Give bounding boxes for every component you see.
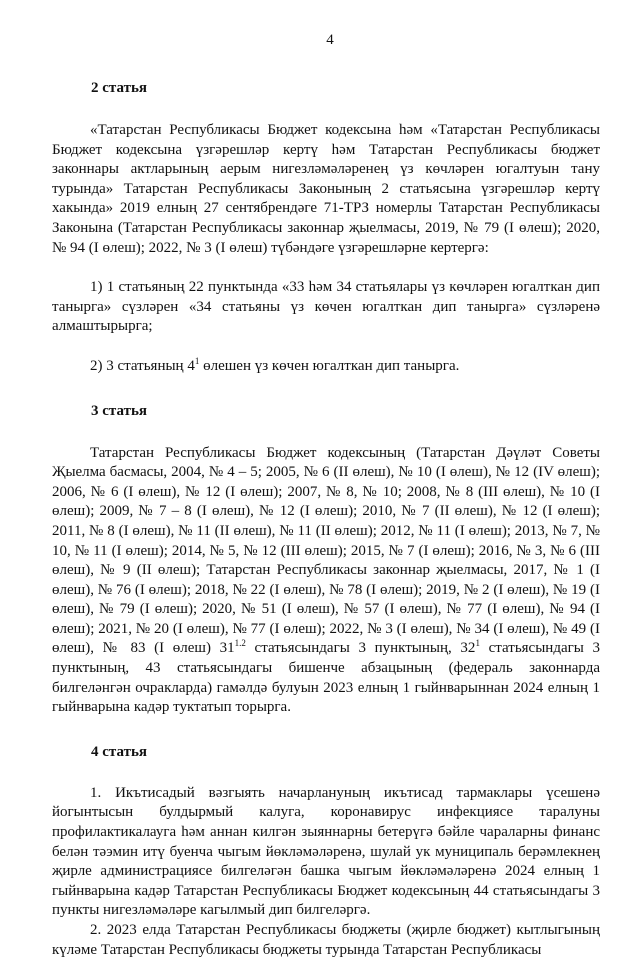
item-2-superscript: 1 (194, 355, 200, 366)
item-2-text-before: 2) 3 статьяның 4 (90, 357, 195, 374)
article-3-superscript-2: 1 (475, 638, 480, 649)
article-4-paragraph-2: 2. 2023 елда Татарстан Республикасы бюджеты (җирле бюджет) кытлыгының күләме Татарстан Республикасы бюджеты турында Татарстан Республикасы (52, 922, 600, 958)
article-3-text-part-2: статьясындагы 3 пунктының, 32 (245, 640, 476, 657)
article-4-heading: 4 статья (91, 743, 147, 760)
article-3-text (52, 444, 600, 718)
article-3-text-part-3: статьясындагы 3 пунктының, 43 статьясындагы бишенче абзацының (федераль законнарда билгеләнгән очракларда) гамәлдә булуын 2023 елның 1 гыйнварыннан 2024 елның 1 гыйнварына кадәр туктатып торырга. (52, 640, 600, 716)
article-3-text-part-1: Татарстан Республикасы Бюджет кодексының (Татарстан Дәүләт Советы Җыелма басмасы, 2004, № 4 – 5; 2005, № 6 (II өлеш), № 10 (I өлеш), № 12 (IV өлеш); 2006, № 6 (I өлеш), № 12 (I өлеш); 2007, № 8, № 10; 2008, № 8 (III өлеш), № 10 (I өлеш); 2009, № 7 – 8 (I өлеш), № 12 (I өлеш); 2010, № 7 (II өлеш), № 12 (I өлеш); 2011, № 8 (I өлеш), № 11 (II өлеш), № 11 (II өлеш); 2012, № 11 (I өлеш); 2013, № 7, № 10, № 11 (I өлеш); 2014, № 5, № 12 (III өлеш); 2015, № 7 (I өлеш); 2016, № 3, № 6 (III өлеш), № 9 (II өлеш); Татарстан Республикасы законнар җыелмасы, 2017, № 1 (I өлеш), № 76 (I өлеш); 2018, № 22 (I өлеш), № 78 (I өлеш); 2019, № 2 (I өлеш), № 19 (I өлеш), № 79 (I өлеш); 2020, № 51 (I өлеш), № 57 (I өлеш), № 77 (I өлеш), № 94 (I өлеш); 2021, № 20 (I өлеш), № 77 (I өлеш); 2022, № 3 (I өлеш), № 34 (I өлеш), № 49 (I өлеш), № 83 (I өлеш) 31 (52, 444, 600, 657)
article-2-item-2 (52, 357, 600, 377)
article-3-superscript-1: 1.2 (234, 638, 246, 649)
document-page (52, 30, 600, 960)
article-3-heading: 3 статья (91, 402, 147, 419)
article-2-heading: 2 статья (91, 80, 147, 96)
article-4-paragraph-1: 1. Икътисадый вәзгыять начарлануның икътисад тармаклары үсешенә йогынтысын булдырмый калуга, коронавирус инфекциясе таралуны профилактикалауга һәм аннан килгән зыяннарны бетерүгә бәйле чараларны финанс белән тәэмин итү буенча чыгым йөкләмәләренә, шулай ук муниципаль берәмлекнең җирле администрациясе билгеләгән башка чыгым йөкләмәләренә 2024 елның 1 гыйнварына кадәр Татарстан Республикасы Бюджет кодексының 44 статьясындагы 3 пункты нигезләмәләре кагылмый дип билгеләргә. (52, 784, 600, 919)
article-2-item-1: 1) 1 статьяның 22 пунктында «33 һәм 34 статьялары үз көчләрен югалткан дип танырга» сүзләрен «34 статьяны үз көчен югалткан дип танырга» сүзләренә алмаштырырга; (52, 279, 600, 335)
page-number: 4 (326, 32, 334, 48)
article-2-intro: «Татарстан Республикасы Бюджет кодексына һәм «Татарстан Республикасы Бюджет кодексына үзгәрешләр кертү һәм Татарстан Республикасы бюджет законнары актларының аерым нигезләмәләренең үз көчләрен югалтуын тану турында» Татарстан Республикасы Законының 2 статьясына үзгәрешләр кертү хакында» 2019 елның 27 сентябрендәге 71-ТРЗ номерлы Татарстан Республикасы Законына (Татарстан Республикасы законнар җыелмасы, 2019, № 79 (I өлеш); 2020, № 94 (I өлеш); 2022, № 3 (I өлеш) түбәндәге үзгәрешләрне кертергә: (52, 122, 600, 256)
item-2-text-after: өлешен үз көчен югалткан дип танырга. (199, 357, 460, 374)
